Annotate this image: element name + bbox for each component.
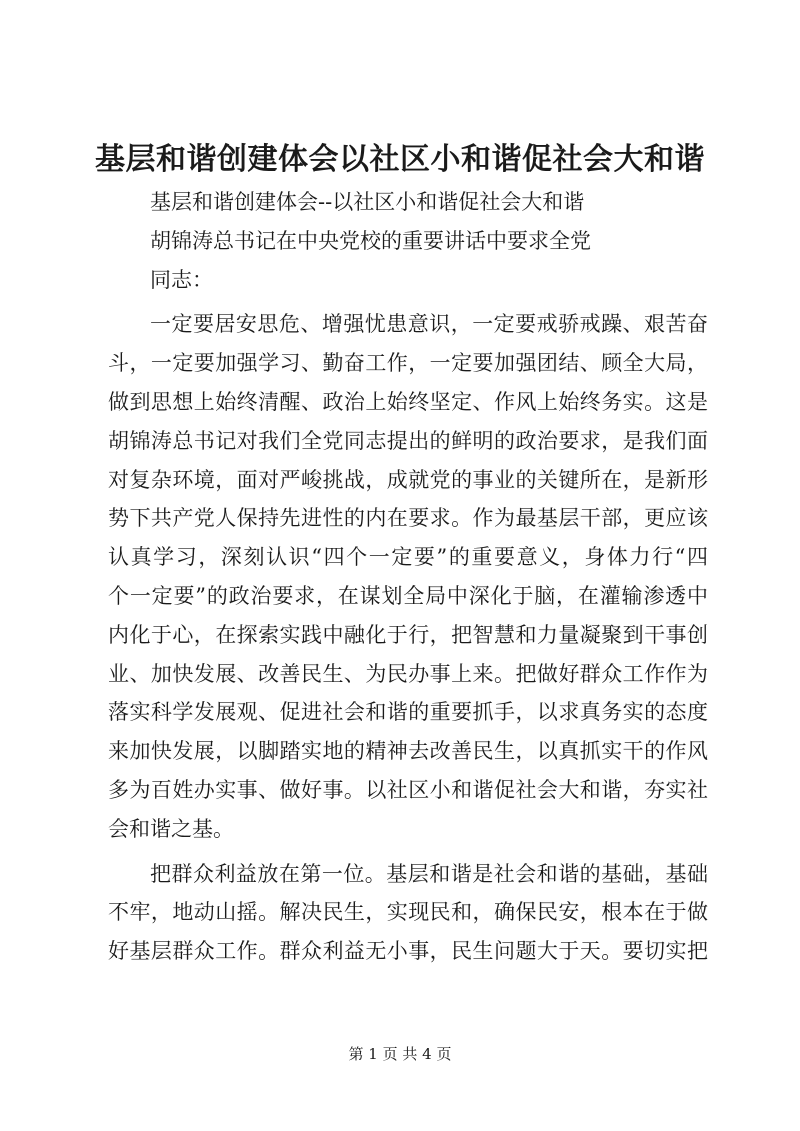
document-title: 基层和谐创建体会以社区小和谐促社会大和谐 <box>95 142 705 177</box>
page-number: 第 1 页 共 4 页 <box>348 1045 452 1063</box>
body-line: 不牢，地动山摇。解决民生，实现民和，确保民安，根本在于做 <box>108 900 708 925</box>
body-line: 把群众利益放在第一位。基层和谐是社会和谐的基础，基础 <box>150 861 708 886</box>
body-line: 势下共产党人保持先进性的内在要求。作为最基层干部，更应该 <box>108 506 708 531</box>
body-line: 基层和谐创建体会--以社区小和谐促社会大和谐 <box>150 190 585 214</box>
body-line: 业、加快发展、改善民生、为民办事上来。把做好群众工作作为 <box>108 661 708 686</box>
body-line: 来加快发展，以脚踏实地的精神去改善民生，以真抓实干的作风 <box>108 739 708 764</box>
body-line: 斗，一定要加强学习、勤奋工作，一定要加强团结、顾全大局， <box>108 351 708 376</box>
body-line: 对复杂环境，面对严峻挑战，成就党的事业的关键所在，是新形 <box>108 467 708 492</box>
body-line: 个一定要”的政治要求，在谋划全局中深化于脑，在灌输渗透中 <box>108 583 708 608</box>
body-line: 同志： <box>150 267 213 292</box>
body-line: 一定要居安思危、增强忧患意识，一定要戒骄戒躁、艰苦奋 <box>150 312 708 337</box>
body-line: 内化于心，在探索实践中融化于行，把智慧和力量凝聚到干事创 <box>108 622 708 647</box>
body-line: 多为百姓办实事、做好事。以社区小和谐促社会大和谐，夯实社 <box>108 777 708 802</box>
body-line: 好基层群众工作。群众利益无小事，民生问题大于天。要切实把 <box>108 939 708 964</box>
body-line: 胡锦涛总书记对我们全党同志提出的鲜明的政治要求，是我们面 <box>108 428 708 453</box>
body-line: 做到思想上始终清醒、政治上始终坚定、作风上始终务实。这是 <box>108 389 708 414</box>
body-line: 胡锦涛总书记在中央党校的重要讲话中要求全党 <box>150 228 591 253</box>
body-line: 认真学习，深刻认识“四个一定要”的重要意义，身体力行“四 <box>108 545 708 570</box>
body-line: 会和谐之基。 <box>108 816 234 841</box>
body-line: 落实科学发展观、促进社会和谐的重要抓手，以求真务实的态度 <box>108 700 708 725</box>
document-body <box>108 183 708 971</box>
